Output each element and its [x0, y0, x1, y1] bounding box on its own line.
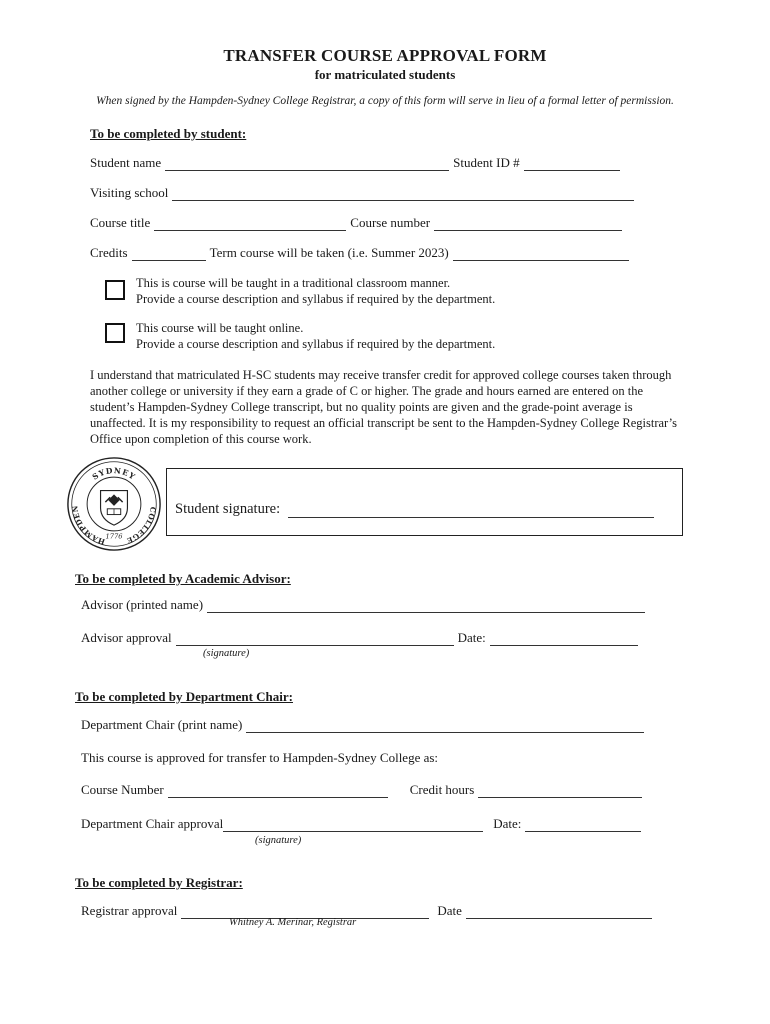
registrar-notice: When signed by the Hampden-Sydney College Registrar, a copy of this form will serve in lieu of a formal letter of permission. — [96, 95, 674, 107]
college-seal-icon — [66, 456, 162, 552]
student-id-label: Student ID # — [453, 155, 520, 170]
online-option-text — [136, 320, 495, 352]
student-signature-field[interactable] — [288, 503, 654, 518]
seal-left-text: HAMPDEN — [70, 504, 107, 547]
online-checkbox[interactable] — [105, 323, 125, 343]
advisor-approval-label: Advisor approval — [81, 630, 172, 645]
chair-approval-label: Department Chair approval — [81, 816, 224, 831]
seal-year: 1776 — [105, 532, 123, 541]
student-name-label: Student name — [90, 155, 162, 170]
online-option-line2: Provide a course description and syllabus if required by the department. — [136, 337, 496, 351]
advisor-date-field[interactable] — [490, 633, 638, 646]
course-number-field[interactable] — [434, 218, 622, 231]
registrar-date-label: Date — [437, 903, 462, 918]
chair-name-field[interactable] — [246, 720, 644, 733]
svg-text:SYDNEY — [91, 466, 138, 482]
term-field[interactable] — [453, 248, 629, 261]
student-section-title: To be completed by student: — [90, 126, 247, 141]
course-title-row — [90, 215, 626, 231]
visiting-school-field[interactable] — [172, 188, 634, 201]
course-number-label: Course number — [350, 215, 431, 230]
chair-course-number-field[interactable] — [168, 785, 388, 798]
registrar-name: Whitney A. Merinar, Registrar — [229, 917, 357, 928]
course-title-label: Course title — [90, 215, 151, 230]
advisor-signature-field[interactable] — [176, 633, 454, 646]
credits-field[interactable] — [132, 248, 206, 261]
seal-top-text: SYDNEY — [90, 466, 138, 482]
chair-course-row — [81, 782, 646, 798]
registrar-section-title: To be completed by Registrar: — [75, 875, 243, 890]
chair-date-field[interactable] — [525, 819, 641, 832]
advisor-name-field[interactable] — [207, 600, 645, 613]
advisor-signature-hint: (signature) — [203, 648, 250, 659]
student-signature-row — [175, 501, 658, 518]
visiting-school-label: Visiting school — [90, 185, 169, 200]
form-title: TRANSFER COURSE APPROVAL FORM — [223, 46, 547, 65]
chair-course-number-label: Course Number — [81, 782, 164, 797]
visiting-school-row — [90, 185, 638, 201]
chair-credit-hours-field[interactable] — [478, 785, 642, 798]
registrar-approval-row — [81, 903, 656, 919]
student-name-field[interactable] — [165, 158, 449, 171]
advisor-name-row — [81, 597, 649, 613]
term-label: Term course will be taken (i.e. Summer 2023) — [209, 245, 449, 260]
advisor-approval-row — [81, 630, 642, 646]
advisor-date-label: Date: — [457, 630, 486, 645]
form-subtitle: for matriculated students — [314, 67, 456, 82]
credits-row — [90, 245, 633, 261]
classroom-option-text — [136, 275, 495, 307]
classroom-option-line2: Provide a course description and syllabus if required by the department. — [136, 292, 496, 306]
online-option-line1: This course will be taught online. — [136, 321, 304, 335]
credits-label: Credits — [90, 245, 128, 260]
student-name-row — [90, 155, 624, 171]
course-title-field[interactable] — [154, 218, 346, 231]
classroom-option-line1: This is course will be taught in a traditional classroom manner. — [136, 276, 451, 290]
advisor-name-label: Advisor (printed name) — [81, 597, 204, 612]
chair-section-title: To be completed by Department Chair: — [75, 689, 293, 704]
chair-signature-hint: (signature) — [255, 835, 302, 846]
chair-credit-hours-label: Credit hours — [409, 782, 475, 797]
registrar-approval-label: Registrar approval — [81, 903, 178, 918]
chair-signature-field[interactable] — [223, 819, 483, 832]
advisor-section-title: To be completed by Academic Advisor: — [75, 571, 291, 586]
chair-approval-row — [81, 816, 645, 832]
chair-name-row — [81, 717, 648, 733]
registrar-date-field[interactable] — [466, 906, 652, 919]
chair-approved-statement: This course is approved for transfer to Hampden-Sydney College as: — [81, 750, 439, 765]
student-statement: I understand that matriculated H-SC students may receive transfer credit for approved college courses taken through another college or university if they earn a grade of C or higher. The grade and hours earned are entered on the student’s Hampden-Sydney College transcript, but no quality points are given and the grade-point average is unaffected. It is my responsibility to request an official transcript be sent to the Hampden-Sydney College Registrar’s Office upon completion of this course work. — [90, 368, 678, 446]
student-signature-label: Student signature: — [175, 501, 281, 517]
classroom-checkbox[interactable] — [105, 280, 125, 300]
student-id-field[interactable] — [524, 158, 620, 171]
seal-right-text: COLLEGE — [125, 506, 158, 546]
student-signature-box — [166, 468, 683, 536]
chair-date-label: Date: — [493, 816, 522, 831]
chair-name-label: Department Chair (print name) — [81, 717, 243, 732]
